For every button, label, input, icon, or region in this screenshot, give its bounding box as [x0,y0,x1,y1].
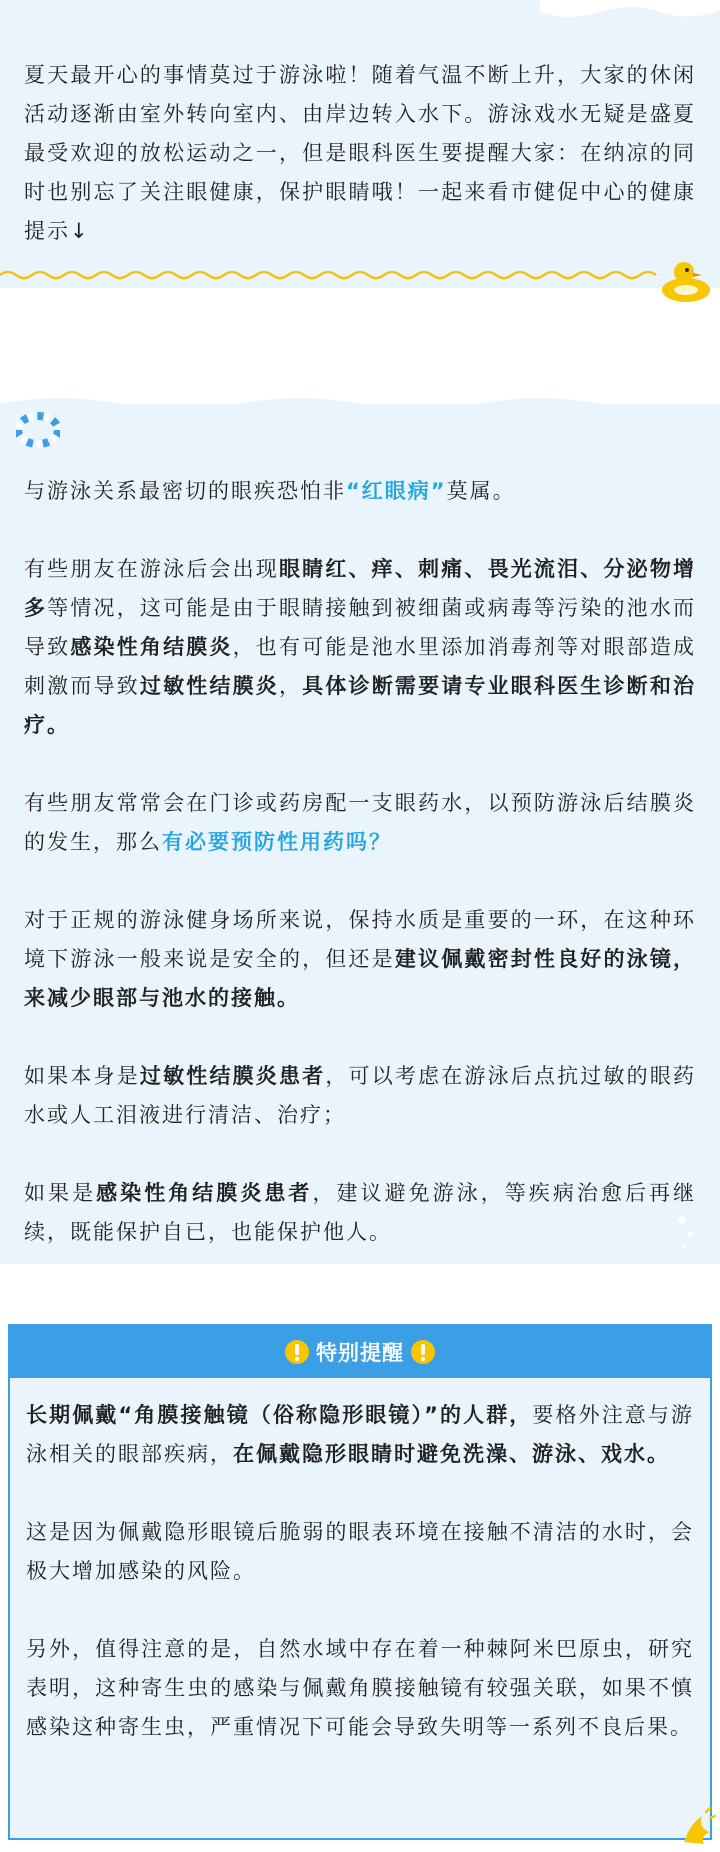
rubber-duck-icon [660,256,712,304]
wave-decoration [0,0,720,24]
highlight-red-eye: “红眼病” [346,479,447,503]
paragraph-goggles: 对于正规的游泳健身场所来说，保持水质是重要的一环，在这种环境下游泳一般来说是安全的，但还是建议佩戴密封性良好的泳镜，来减少眼部与池水的接触。 [24,908,697,1010]
swim-ring-icon [16,410,60,450]
paragraph-acanthamoeba: 另外，值得注意的是，自然水域中存在着一种棘阿米巴原虫，研究表明，这种寄生虫的感染与佩戴角膜接触镜有较强关联，如果不慎感染这种寄生虫，严重情况下可能会导致失明等一系列不良后果。 [26,1637,694,1739]
bubbles-decoration [674,1212,698,1252]
intro-paragraph: 夏天最开心的事情莫过于游泳啦！随着气温不断上升，大家的休闲活动逐渐由室外转向室内、由岸边转入水下。游泳戏水无疑是盛夏最受欢迎的放松运动之一，但是眼科医生要提醒大家：在纳凉的同时也别忘了关注眼健康，保护眼睛哦！一起来看市健促中心的健康提示↓ [24,63,696,243]
paragraph-infectious: 如果是感染性角结膜炎患者，建议避免游泳，等疾病治愈后再继续，既能保护自已，也能保护他人。 [24,1181,697,1244]
paragraph-red-eye: 与游泳关系最密切的眼疾恐怕非“红眼病”莫属。 [24,479,516,503]
splash-icon [680,1806,716,1846]
paragraph-preventive-medication: 有些朋友常常会在门诊或药房配一支眼药水，以预防游泳后结膜炎的发生，那么有必要预防性用药吗？ [24,791,696,854]
paragraph-infection-risk: 这是因为佩戴隐形眼镜后脆弱的眼表环境在接触不清洁的水时，会极大增加感染的风险。 [26,1520,694,1583]
wavy-divider [0,268,660,282]
exclamation-icon [410,1339,436,1365]
reminder-title: 特别提醒 [316,1341,404,1365]
paragraph-allergic: 如果本身是过敏性结膜炎患者，可以考虑在游泳后点抗过敏的眼药水或人工泪液进行清洁、治疗； [24,1064,697,1127]
main-content [24,472,696,1252]
reminder-content [26,1396,694,1747]
paragraph-contact-lens: 长期佩戴“角膜接触镜（俗称隐形眼镜）”的人群，要格外注意与游泳相关的眼部疾病，在佩戴隐形眼睛时避免洗澡、游泳、戏水。 [26,1403,695,1466]
paragraph-symptoms: 有些朋友在游泳后会出现眼睛红、痒、刺痛、畏光流泪、分泌物增多等情况，这可能是由于眼睛接触到被细菌或病毒等污染的池水而导致感染性角结膜炎，也有可能是池水里添加消毒剂等对眼部造成刺激而导致过敏性结膜炎，具体诊断需要请专业眼科医生诊断和治疗。 [24,557,697,737]
exclamation-icon [284,1339,310,1365]
special-reminder-box [8,1324,712,1840]
reminder-header [10,1326,710,1378]
